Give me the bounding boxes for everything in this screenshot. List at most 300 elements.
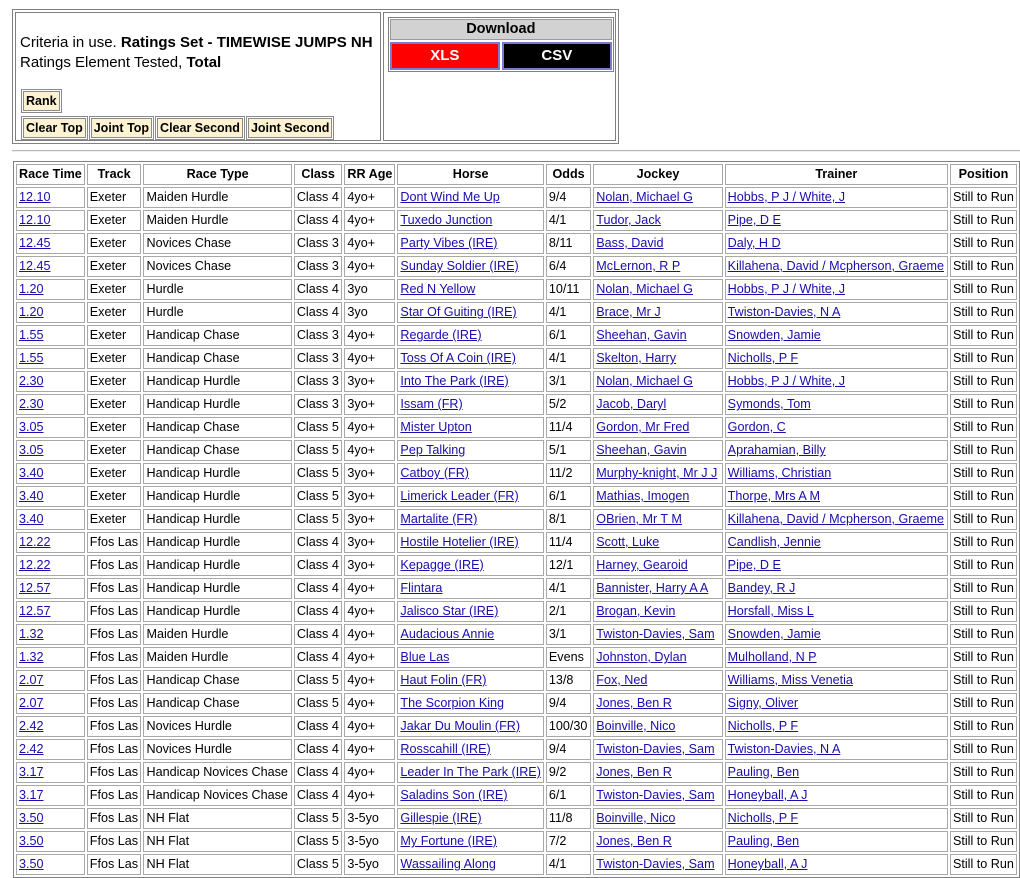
cell-position: Still to Run [950,486,1017,507]
cell-race-type: Handicap Chase [143,417,291,438]
trainer-link[interactable]: Snowden, Jamie [727,627,821,641]
cell-position: Still to Run [950,831,1017,852]
jockey-link[interactable]: OBrien, Mr T M [596,512,682,526]
cell-rr-age: 4yo+ [344,716,395,737]
cell-rr-age: 4yo+ [344,693,395,714]
cell-rr-age: 3yo [344,302,395,323]
horse-link[interactable]: Star Of Guiting (IRE) [400,305,517,319]
race-time-link[interactable]: 3.40 [19,512,44,526]
race-time-link[interactable]: 1.20 [19,282,44,296]
cell-trainer [725,532,948,553]
trainer-link[interactable]: Signy, Oliver [727,696,799,710]
jockey-link[interactable]: Nolan, Michael G [596,374,693,388]
cell-rr-age: 3yo+ [344,371,395,392]
cell-trainer [725,302,948,323]
jockey-link[interactable]: Twiston-Davies, Sam [596,627,715,641]
jockey-link[interactable]: Brace, Mr J [596,305,661,319]
header-class: Class [294,164,343,185]
cell-odds: 7/2 [546,831,591,852]
cell-jockey [593,348,722,369]
results-body [16,187,1017,875]
cell-rr-age: 3yo+ [344,555,395,576]
cell-race-type: Maiden Hurdle [143,647,291,668]
horse-link[interactable]: Audacious Annie [400,627,495,641]
trainer-link[interactable]: Williams, Christian [727,466,832,480]
cell-odds: 5/1 [546,440,591,461]
joint-top-button[interactable]: Joint Top [91,118,152,138]
horse-link[interactable]: Saladins Son (IRE) [400,788,508,802]
cell-trainer [725,463,948,484]
rank-button[interactable]: Rank [23,91,60,111]
jockey-link[interactable]: Brogan, Kevin [596,604,676,618]
table-row [16,578,1017,599]
horse-link[interactable]: Party Vibes (IRE) [400,236,498,250]
horse-link[interactable]: Gillespie (IRE) [400,811,482,825]
trainer-link[interactable]: Horsfall, Miss L [727,604,814,618]
cell-class: Class 4 [294,762,343,783]
cell-odds: Evens [546,647,591,668]
cell-trainer [725,739,948,760]
cell-jockey [593,831,722,852]
cell-horse [397,279,543,300]
race-time-link[interactable]: 3.40 [19,466,44,480]
trainer-link[interactable]: Gordon, C [727,420,786,434]
trainer-link[interactable]: Nicholls, P F [727,811,799,825]
cell-jockey [593,808,722,829]
jockey-link[interactable]: Sheehan, Gavin [596,328,687,342]
cell-odds: 3/1 [546,371,591,392]
race-time-link[interactable]: 3.05 [19,443,44,457]
cell-rr-age: 4yo+ [344,187,395,208]
cell-position: Still to Run [950,808,1017,829]
cell-class: Class 4 [294,647,343,668]
clear-second-frame [155,116,245,140]
race-time-link[interactable]: 3.50 [19,811,44,825]
jockey-link[interactable]: Nolan, Michael G [596,282,693,296]
cell-track: Exeter [87,463,142,484]
cell-position: Still to Run [950,210,1017,231]
jockey-link[interactable]: Bannister, Harry A A [596,581,709,595]
horse-link[interactable]: Wassailing Along [400,857,496,871]
trainer-link[interactable]: Twiston-Davies, N A [727,742,841,756]
cell-rr-age: 4yo+ [344,210,395,231]
horse-link[interactable]: Leader In The Park (IRE) [400,765,541,779]
table-row [16,624,1017,645]
cell-class: Class 5 [294,463,343,484]
trainer-link[interactable]: Williams, Miss Venetia [727,673,853,687]
jockey-link[interactable]: Jones, Ben R [596,765,672,779]
horse-link[interactable]: My Fortune (IRE) [400,834,497,848]
cell-class: Class 5 [294,486,343,507]
jockey-link[interactable]: Tudor, Jack [596,213,661,227]
jockey-link[interactable]: Boinville, Nico [596,719,676,733]
race-time-link[interactable]: 3.05 [19,420,44,434]
cell-position: Still to Run [950,762,1017,783]
trainer-link[interactable]: Killahena, David / Mcpherson, Graeme [727,512,944,526]
cell-position: Still to Run [950,532,1017,553]
table-row [16,532,1017,553]
horse-link[interactable]: Jakar Du Moulin (FR) [400,719,521,733]
cell-race-time [16,256,85,277]
table-row [16,785,1017,806]
cell-rr-age: 4yo+ [344,647,395,668]
cell-odds: 100/30 [546,716,591,737]
trainer-link[interactable]: Thorpe, Mrs A M [727,489,821,503]
horse-link[interactable]: Jalisco Star (IRE) [400,604,499,618]
cell-track: Ffos Las [87,785,142,806]
cell-position: Still to Run [950,854,1017,875]
race-time-link[interactable]: 2.07 [19,696,44,710]
cell-jockey [593,233,722,254]
cell-jockey [593,509,722,530]
cell-position: Still to Run [950,394,1017,415]
race-time-link[interactable]: 12.22 [19,535,51,549]
cell-jockey [593,762,722,783]
race-time-link[interactable]: 1.32 [19,650,44,664]
cell-class: Class 5 [294,808,343,829]
cell-odds: 8/11 [546,233,591,254]
header-race-type: Race Type [143,164,291,185]
cell-trainer [725,279,948,300]
jockey-link[interactable]: Johnston, Dylan [596,650,687,664]
horse-link[interactable]: Limerick Leader (FR) [400,489,519,503]
cell-trainer [725,555,948,576]
cell-odds: 4/1 [546,854,591,875]
cell-race-time [16,601,85,622]
cell-horse [397,486,543,507]
cell-rr-age: 4yo+ [344,624,395,645]
cell-jockey [593,394,722,415]
cell-jockey [593,601,722,622]
cell-horse [397,854,543,875]
cell-rr-age: 3yo+ [344,532,395,553]
element-prefix: Ratings Element Tested, [20,54,187,71]
race-time-link[interactable]: 12.10 [19,213,51,227]
cell-odds: 9/4 [546,187,591,208]
table-row [16,762,1017,783]
trainer-link[interactable]: Hobbs, P J / White, J [727,282,846,296]
cell-odds: 6/1 [546,486,591,507]
jockey-link[interactable]: McLernon, R P [596,259,681,273]
cell-trainer [725,716,948,737]
race-time-link[interactable]: 12.57 [19,581,51,595]
cell-position: Still to Run [950,302,1017,323]
trainer-link[interactable]: Candlish, Jennie [727,535,821,549]
cell-rr-age: 4yo+ [344,325,395,346]
trainer-link[interactable]: Hobbs, P J / White, J [727,374,846,388]
cell-jockey [593,578,722,599]
jockey-link[interactable]: Sheehan, Gavin [596,443,687,457]
race-time-link[interactable]: 2.30 [19,397,44,411]
horse-link[interactable]: Rosscahill (IRE) [400,742,491,756]
cell-race-time [16,417,85,438]
cell-race-time [16,716,85,737]
cell-trainer [725,647,948,668]
cell-rr-age: 3yo+ [344,486,395,507]
cell-class: Class 4 [294,302,343,323]
jockey-link[interactable]: Fox, Ned [596,673,648,687]
cell-class: Class 4 [294,187,343,208]
cell-race-time [16,371,85,392]
trainer-link[interactable]: Honeyball, A J [727,857,808,871]
table-row [16,233,1017,254]
cell-trainer [725,325,948,346]
trainer-link[interactable]: Bandey, R J [727,581,796,595]
cell-trainer [725,394,948,415]
cell-race-type: Handicap Hurdle [143,463,291,484]
horse-link[interactable]: Sunday Soldier (IRE) [400,259,519,273]
horse-link[interactable]: Blue Las [400,650,450,664]
cell-position: Still to Run [950,624,1017,645]
cell-position: Still to Run [950,739,1017,760]
trainer-link[interactable]: Daly, H D [727,236,781,250]
jockey-link[interactable]: Skelton, Harry [596,351,677,365]
trainer-link[interactable]: Pauling, Ben [727,834,800,848]
race-time-link[interactable]: 2.42 [19,719,44,733]
table-row [16,348,1017,369]
criteria-cell [15,12,381,141]
clear-top-button[interactable]: Clear Top [23,118,86,138]
cell-race-time [16,325,85,346]
race-time-link[interactable]: 12.10 [19,190,51,204]
table-row [16,325,1017,346]
cell-horse [397,256,543,277]
table-row [16,279,1017,300]
race-time-link[interactable]: 3.17 [19,788,44,802]
cell-class: Class 3 [294,325,343,346]
cell-track: Exeter [87,509,142,530]
horse-link[interactable]: Pep Talking [400,443,466,457]
race-time-link[interactable]: 3.50 [19,834,44,848]
cell-horse [397,739,543,760]
race-time-link[interactable]: 12.22 [19,558,51,572]
cell-trainer [725,440,948,461]
cell-race-time [16,486,85,507]
trainer-link[interactable]: Mulholland, N P [727,650,817,664]
horse-link[interactable]: Toss Of A Coin (IRE) [400,351,516,365]
cell-position: Still to Run [950,578,1017,599]
horse-link[interactable]: Into The Park (IRE) [400,374,509,388]
cell-odds: 6/1 [546,785,591,806]
horse-link[interactable]: Kepagge (IRE) [400,558,484,572]
cell-horse [397,440,543,461]
jockey-link[interactable]: Twiston-Davies, Sam [596,742,715,756]
cell-race-time [16,785,85,806]
jockey-link[interactable]: Jacob, Daryl [596,397,667,411]
cell-position: Still to Run [950,555,1017,576]
xls-download-button[interactable]: XLS [390,42,500,70]
divider [12,150,1020,152]
race-time-link[interactable]: 12.45 [19,236,51,250]
cell-trainer [725,256,948,277]
trainer-link[interactable]: Nicholls, P F [727,719,799,733]
cell-horse [397,693,543,714]
cell-race-time [16,279,85,300]
cell-race-type: Hurdle [143,279,291,300]
jockey-link[interactable]: Mathias, Imogen [596,489,690,503]
trainer-link[interactable]: Symonds, Tom [727,397,811,411]
table-row [16,463,1017,484]
cell-position: Still to Run [950,463,1017,484]
jockey-link[interactable]: Jones, Ben R [596,696,672,710]
cell-rr-age: 4yo+ [344,417,395,438]
clear-second-button[interactable]: Clear Second [157,118,243,138]
cell-position: Still to Run [950,693,1017,714]
jockey-link[interactable]: Gordon, Mr Fred [596,420,690,434]
cell-jockey [593,371,722,392]
trainer-link[interactable]: Aprahamian, Billy [727,443,826,457]
cell-class: Class 5 [294,693,343,714]
cell-horse [397,831,543,852]
table-row [16,417,1017,438]
jockey-link[interactable]: Scott, Luke [596,535,660,549]
cell-odds: 5/2 [546,394,591,415]
header-horse: Horse [397,164,543,185]
cell-horse [397,233,543,254]
cell-class: Class 4 [294,601,343,622]
table-row [16,394,1017,415]
header-position: Position [950,164,1017,185]
cell-position: Still to Run [950,417,1017,438]
cell-race-type: Novices Chase [143,233,291,254]
filter-button-row [21,116,380,140]
horse-link[interactable]: Martalite (FR) [400,512,478,526]
trainer-link[interactable]: Pauling, Ben [727,765,800,779]
cell-odds: 10/11 [546,279,591,300]
cell-class: Class 4 [294,279,343,300]
trainer-link[interactable]: Honeyball, A J [727,788,808,802]
cell-trainer [725,371,948,392]
cell-rr-age: 4yo+ [344,762,395,783]
horse-link[interactable]: The Scorpion King [400,696,505,710]
cell-race-time [16,509,85,530]
jockey-link[interactable]: Nolan, Michael G [596,190,693,204]
cell-race-time [16,808,85,829]
cell-trainer [725,601,948,622]
race-time-link[interactable]: 2.42 [19,742,44,756]
race-time-link[interactable]: 2.07 [19,673,44,687]
horse-link[interactable]: Haut Folin (FR) [400,673,487,687]
header-trainer: Trainer [725,164,948,185]
horse-link[interactable]: Flintara [400,581,443,595]
cell-jockey [593,624,722,645]
cell-jockey [593,693,722,714]
cell-odds: 6/1 [546,325,591,346]
cell-race-type: Handicap Chase [143,325,291,346]
cell-class: Class 4 [294,739,343,760]
cell-race-time [16,647,85,668]
jockey-link[interactable]: Harney, Gearoid [596,558,688,572]
horse-link[interactable]: Catboy (FR) [400,466,469,480]
horse-link[interactable]: Red N Yellow [400,282,476,296]
race-time-link[interactable]: 3.17 [19,765,44,779]
cell-rr-age: 3yo+ [344,463,395,484]
cell-jockey [593,256,722,277]
jockey-link[interactable]: Jones, Ben R [596,834,672,848]
cell-race-type: Handicap Hurdle [143,486,291,507]
trainer-link[interactable]: Pipe, D E [727,213,781,227]
cell-odds: 4/1 [546,578,591,599]
trainer-link[interactable]: Snowden, Jamie [727,328,821,342]
cell-trainer [725,509,948,530]
race-time-link[interactable]: 12.45 [19,259,51,273]
cell-odds: 12/1 [546,555,591,576]
race-time-link[interactable]: 12.57 [19,604,51,618]
race-time-link[interactable]: 1.55 [19,328,44,342]
horse-link[interactable]: Issam (FR) [400,397,463,411]
cell-race-time [16,532,85,553]
trainer-link[interactable]: Killahena, David / Mcpherson, Graeme [727,259,944,273]
cell-trainer [725,417,948,438]
joint-second-button[interactable]: Joint Second [248,118,332,138]
race-time-link[interactable]: 2.30 [19,374,44,388]
trainer-link[interactable]: Nicholls, P F [727,351,799,365]
cell-track: Exeter [87,371,142,392]
criteria-panel [12,9,619,144]
cell-track: Exeter [87,233,142,254]
results-table [13,161,1020,878]
jockey-link[interactable]: Murphy-knight, Mr J J [596,466,718,480]
cell-horse [397,578,543,599]
horse-link[interactable]: Mister Upton [400,420,472,434]
cell-track: Ffos Las [87,532,142,553]
cell-horse [397,417,543,438]
table-row [16,302,1017,323]
race-time-link[interactable]: 1.55 [19,351,44,365]
cell-race-time [16,670,85,691]
race-time-link[interactable]: 3.50 [19,857,44,871]
cell-race-time [16,187,85,208]
horse-link[interactable]: Hostile Hotelier (IRE) [400,535,519,549]
jockey-link[interactable]: Boinville, Nico [596,811,676,825]
table-row [16,486,1017,507]
cell-odds: 8/1 [546,509,591,530]
cell-race-type: Handicap Chase [143,440,291,461]
jockey-link[interactable]: Twiston-Davies, Sam [596,857,715,871]
cell-class: Class 4 [294,555,343,576]
cell-race-type: Handicap Hurdle [143,371,291,392]
table-row [16,670,1017,691]
horse-link[interactable]: Regarde (IRE) [400,328,482,342]
cell-horse [397,670,543,691]
trainer-link[interactable]: Pipe, D E [727,558,781,572]
csv-download-button[interactable]: CSV [502,42,612,70]
cell-race-type: Handicap Chase [143,348,291,369]
race-time-link[interactable]: 1.32 [19,627,44,641]
cell-race-time [16,302,85,323]
cell-track: Exeter [87,486,142,507]
cell-horse [397,624,543,645]
jockey-link[interactable]: Bass, David [596,236,664,250]
cell-odds: 3/1 [546,624,591,645]
header-race-time: Race Time [16,164,85,185]
cell-class: Class 4 [294,624,343,645]
race-time-link[interactable]: 3.40 [19,489,44,503]
cell-horse [397,302,543,323]
race-time-link[interactable]: 1.20 [19,305,44,319]
trainer-link[interactable]: Hobbs, P J / White, J [727,190,846,204]
horse-link[interactable]: Tuxedo Junction [400,213,493,227]
cell-position: Still to Run [950,785,1017,806]
jockey-link[interactable]: Twiston-Davies, Sam [596,788,715,802]
table-row [16,256,1017,277]
cell-race-type: Handicap Hurdle [143,394,291,415]
cell-odds: 4/1 [546,348,591,369]
cell-position: Still to Run [950,716,1017,737]
cell-track: Exeter [87,348,142,369]
horse-link[interactable]: Dont Wind Me Up [400,190,500,204]
trainer-link[interactable]: Twiston-Davies, N A [727,305,841,319]
